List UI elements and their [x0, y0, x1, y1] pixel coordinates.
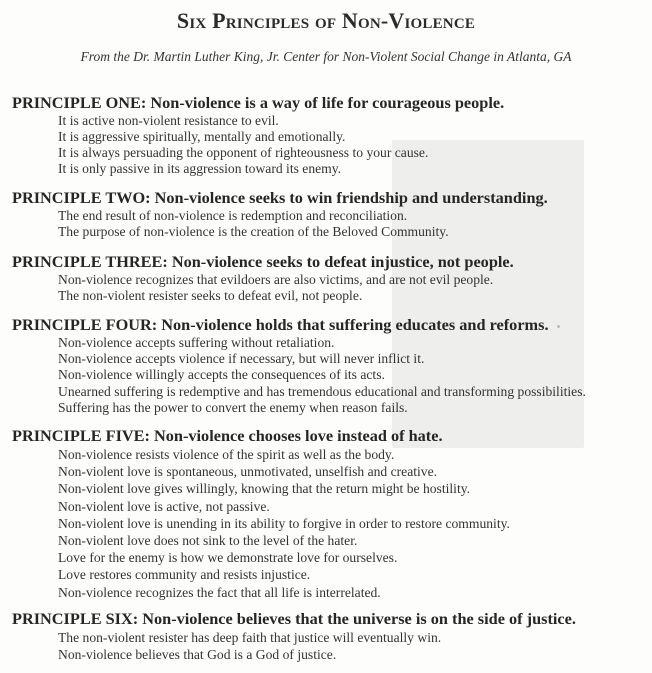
principle-five: [12, 426, 652, 601]
principle-three: [12, 252, 652, 304]
principle-line: Non-violent love is unending in its ability to forgive in order to restore community.: [58, 515, 510, 531]
principle-lines: [58, 335, 652, 416]
principle-line: Non-violence recognizes the fact that all life is interrelated.: [58, 584, 381, 600]
principle-line: Non-violence accepts violence if necessary, but will never inflict it.: [58, 351, 425, 367]
principle-heading: [12, 315, 652, 335]
principle-line: It is always persuading the opponent of righteousness to your cause.: [58, 145, 429, 160]
principle-lines: [58, 446, 652, 601]
principle-line: Unearned suffering is redemptive and has tremendous educational and transforming possibilities.: [58, 383, 586, 399]
principle-heading: PRINCIPLE TWO: Non-violence seeks to win friendship and understanding.: [12, 188, 548, 207]
principle-line: Non-violent love is spontaneous, unmotivated, unselfish and creative.: [58, 464, 438, 480]
principle-line: Suffering has the power to convert the enemy when reason fails.: [58, 399, 408, 415]
principle-line: Non-violence willingly accepts the consequences of its acts.: [58, 367, 385, 383]
principle-lines: [58, 272, 652, 304]
principle-one: [12, 93, 652, 177]
principle-line: Non-violence accepts suffering without retaliation.: [58, 335, 335, 350]
principle-heading: PRINCIPLE FIVE: Non-violence chooses love instead of hate.: [12, 426, 443, 445]
principle-line: Non-violence believes that God is a God of justice.: [58, 647, 337, 662]
principle-line: Non-violence recognizes that evildoers are also victims, and are not evil people.: [58, 272, 494, 287]
principle-lines: [58, 208, 652, 240]
principle-line: The non-violent resister has deep faith that justice will eventually win.: [58, 630, 442, 645]
principle-line: Non-violence resists violence of the spirit as well as the body.: [58, 447, 395, 462]
principle-line: Non-violent love does not sink to the level of the hater.: [58, 533, 358, 549]
principle-heading: PRINCIPLE THREE: Non-violence seeks to defeat injustice, not people.: [12, 252, 514, 271]
subtitle: From the Dr. Martin Luther King, Jr. Center for Non-Violent Social Change in Atlanta, GA: [80, 49, 572, 64]
principle-line: The end result of non-violence is redemption and reconciliation.: [58, 208, 408, 223]
principle-heading-text: PRINCIPLE FOUR: Non-violence holds that suffering educates and reforms.: [12, 315, 549, 334]
principle-line: It is aggressive spiritually, mentally and emotionally.: [58, 129, 346, 144]
principle-line: Non-violent love gives willingly, knowing that the return might be hostility.: [58, 481, 471, 497]
principle-six: [12, 609, 652, 663]
principle-line: The purpose of non-violence is the creation of the Beloved Community.: [58, 224, 449, 239]
principle-lines: [58, 629, 652, 663]
principle-line: It is only passive in its aggression toward its enemy.: [58, 161, 342, 176]
principle-two: [12, 188, 652, 240]
principle-heading: PRINCIPLE ONE: Non-violence is a way of life for courageous people.: [12, 93, 505, 112]
principle-line: Love for the enemy is how we demonstrate love for ourselves.: [58, 550, 398, 566]
principle-lines: [58, 113, 652, 177]
principle-four: [12, 315, 652, 416]
principle-line: Love restores community and resists injustice.: [58, 567, 311, 583]
principle-heading: PRINCIPLE SIX: Non-violence believes that the universe is on the side of justice.: [12, 609, 576, 628]
page-title: Six Principles of Non-Violence: [176, 8, 476, 33]
principle-line: Non-violent love is active, not passive.: [58, 498, 270, 514]
speck-mark: [557, 325, 560, 328]
principle-line: It is active non-violent resistance to evil.: [58, 113, 279, 128]
principle-line: The non-violent resister seeks to defeat evil, not people.: [58, 288, 363, 303]
